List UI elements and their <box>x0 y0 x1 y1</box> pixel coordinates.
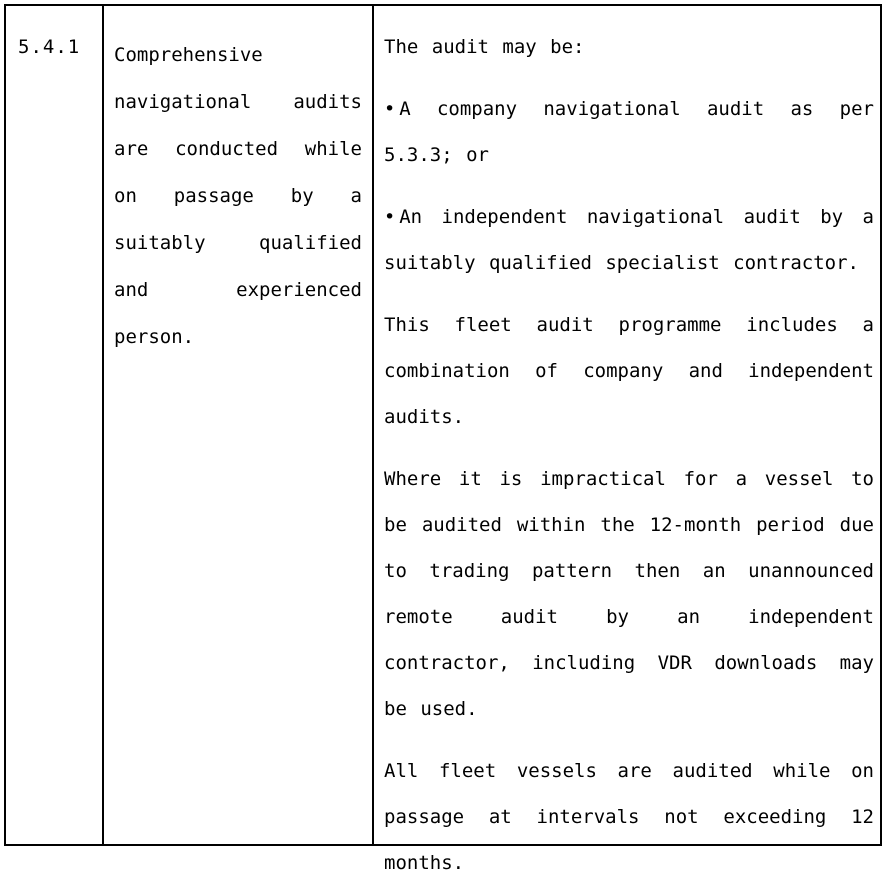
audit-table <box>4 4 882 874</box>
guidance-paragraph-programme: This fleet audit programme includes a combination of company and independent audits. <box>384 314 874 428</box>
requirement-text: Comprehensive navigational audits are conducted while on passage by a suitably qualified and experienced person. <box>114 44 362 348</box>
guidance-paragraph-remote-audit: Where it is impractical for a vessel to be audited within the 12-month period due to trading pattern then an unannounced remote audit by an independent contractor, including VDR downloads may be used. <box>384 468 874 720</box>
guidance-paragraph-interval: All fleet vessels are audited while on passage at intervals not exceeding 12 months. <box>384 760 874 874</box>
bullet-icon: • <box>384 98 396 120</box>
bullet-text: An independent navigational audit by a suitably qualified specialist contractor. <box>384 206 874 274</box>
guidance-bullet-independent-audit <box>384 194 874 286</box>
bullet-icon: • <box>384 206 396 228</box>
guidance-bullet-company-audit <box>384 86 874 178</box>
requirement-cell <box>104 6 374 844</box>
section-number: 5.4.1 <box>18 36 81 58</box>
bullet-text: A company navigational audit as per 5.3.3; or <box>384 98 874 166</box>
section-number-cell <box>6 6 104 844</box>
guidance-intro: The audit may be: <box>384 36 585 58</box>
guidance-cell <box>374 6 880 874</box>
